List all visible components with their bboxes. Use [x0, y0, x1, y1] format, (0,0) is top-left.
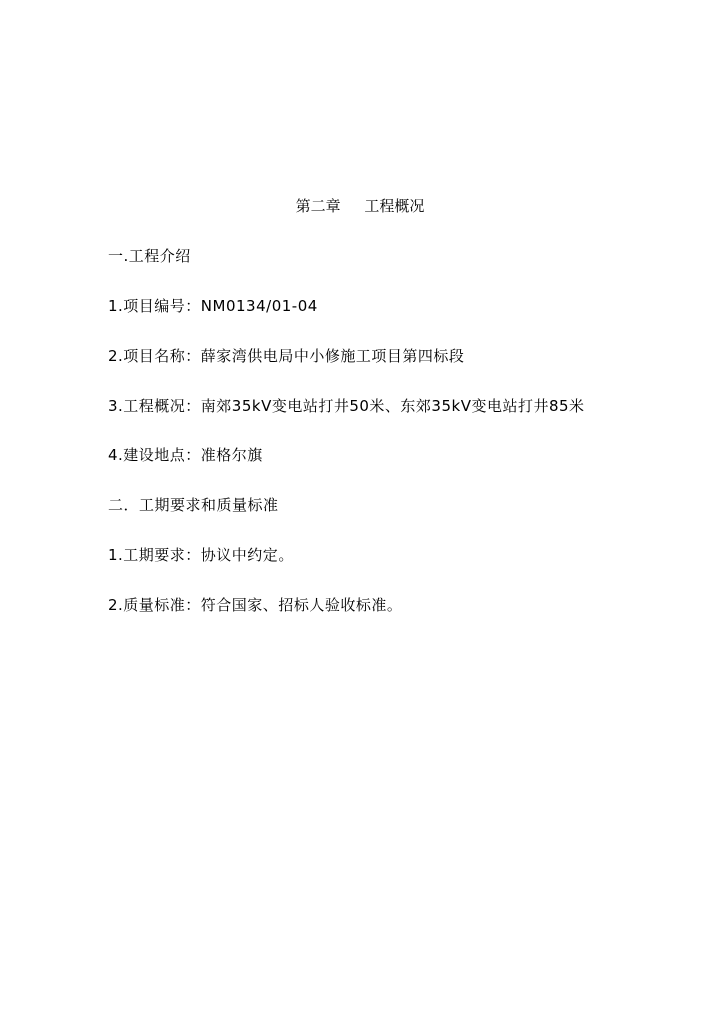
section-heading-schedule-quality: 二．工期要求和质量标准 — [108, 496, 279, 514]
section-heading-project-intro: 一.工程介绍 — [108, 247, 191, 265]
project-number-line: 1.项目编号：NM0134/01-04 — [108, 297, 318, 315]
project-overview-line: 3.工程概况：南郊35kV变电站打井50米、东郊35kV变电站打井85米 — [108, 397, 585, 415]
schedule-requirement-line: 1.工期要求：协议中约定。 — [108, 546, 294, 564]
construction-site-line: 4.建设地点：准格尔旗 — [108, 446, 263, 464]
chapter-title: 第二章 工程概况 — [295, 197, 425, 215]
project-name-line: 2.项目名称：薛家湾供电局中小修施工项目第四标段 — [108, 347, 465, 365]
quality-standard-line: 2.质量标准：符合国家、招标人验收标准。 — [108, 596, 403, 614]
